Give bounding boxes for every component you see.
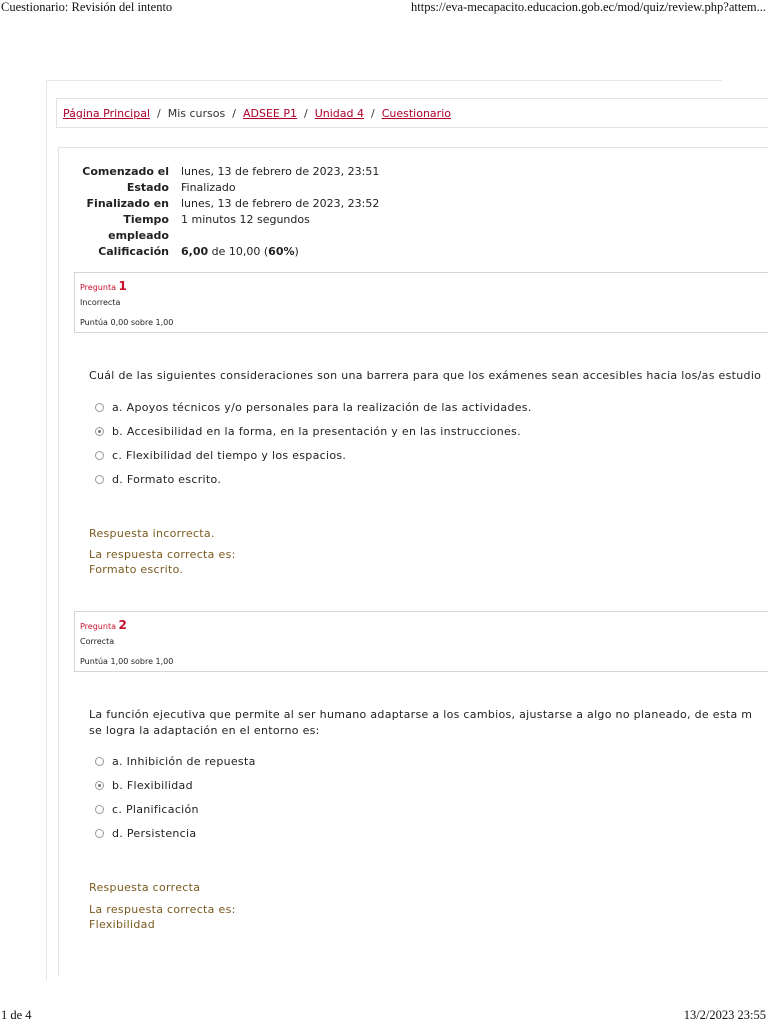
- breadcrumb-home-link[interactable]: Página Principal: [63, 107, 151, 120]
- state-label: Estado: [126, 181, 169, 194]
- radio-button[interactable]: [95, 757, 104, 766]
- question-2-answer-a[interactable]: a. Inhibición de repuesta: [95, 755, 256, 768]
- grade-value: 6,00 de 10,00 (60%): [181, 245, 299, 258]
- question-2-text: La función ejecutiva que permite al ser humano adaptarse a los cambios, ajustarse a algo no planeado, de esta m se logra la adaptación en el entorno es:: [89, 708, 753, 737]
- question-2-feedback: Respuesta correcta: [89, 881, 201, 894]
- breadcrumb-unit-link[interactable]: Unidad 4: [314, 107, 364, 120]
- question-1-info: [74, 272, 768, 333]
- time-taken-label: Tiempo empleado: [108, 213, 169, 242]
- question-number: Pregunta 1: [80, 279, 127, 293]
- question-1-answer-c[interactable]: c. Flexibilidad del tiempo y los espacios.: [95, 449, 346, 462]
- breadcrumb-separator: /: [232, 107, 236, 120]
- breadcrumb-separator: /: [303, 107, 308, 120]
- grade-label: Calificación: [98, 245, 169, 258]
- radio-button[interactable]: [95, 475, 104, 484]
- print-page-title: Cuestionario: Revisión del intento: [1, 0, 173, 14]
- started-value: lunes, 13 de febrero de 2023, 23:51: [181, 165, 380, 178]
- radio-button-selected[interactable]: [95, 427, 104, 436]
- print-page-number: 1 de 4: [1, 1008, 32, 1022]
- question-1-answer-a[interactable]: a. Apoyos técnicos y/o personales para la realización de las actividades.: [95, 401, 532, 414]
- question-grade: Puntúa 1,00 sobre 1,00: [80, 657, 174, 666]
- print-datetime: 13/2/2023 23:55: [683, 1008, 766, 1022]
- question-2-answer-d[interactable]: d. Persistencia: [95, 827, 196, 840]
- question-2-correct-answer: La respuesta correcta es: Flexibilidad: [89, 903, 236, 931]
- question-1-feedback: Respuesta incorrecta.: [89, 527, 215, 540]
- breadcrumb-separator: /: [157, 107, 161, 120]
- question-2-answer-b[interactable]: b. Flexibilidad: [95, 779, 193, 792]
- print-header: [0, 0, 768, 18]
- breadcrumb-my-courses: Mis cursos: [167, 107, 226, 120]
- breadcrumb-separator: /: [370, 107, 375, 120]
- breadcrumb-course-link[interactable]: ADSEE P1: [242, 107, 297, 120]
- question-grade: Puntúa 0,00 sobre 1,00: [80, 318, 174, 327]
- radio-button[interactable]: [95, 451, 104, 460]
- question-1-correct-answer: La respuesta correcta es: Formato escrito.: [89, 548, 236, 576]
- question-state: Correcta: [80, 637, 115, 646]
- started-label: Comenzado el: [82, 165, 169, 178]
- question-1-answer-b[interactable]: b. Accesibilidad en la forma, en la presentación y en las instrucciones.: [95, 425, 521, 438]
- question-1-text: Cuál de las siguientes consideraciones son una barrera para que los exámenes sean accesibles hacia los/as estudio: [89, 369, 762, 382]
- question-2-info: [74, 611, 768, 672]
- state-value: Finalizado: [181, 181, 236, 194]
- question-2-answer-c[interactable]: c. Planificación: [95, 803, 199, 816]
- attempt-summary: [60, 164, 379, 260]
- finished-value: lunes, 13 de febrero de 2023, 23:52: [181, 197, 380, 210]
- radio-button[interactable]: [95, 829, 104, 838]
- print-footer: [0, 1008, 768, 1026]
- question-number: Pregunta 2: [80, 618, 127, 632]
- question-state: Incorrecta: [80, 298, 121, 307]
- finished-label: Finalizado en: [86, 197, 169, 210]
- breadcrumb-quiz-link[interactable]: Cuestionario: [381, 107, 451, 120]
- radio-button[interactable]: [95, 403, 104, 412]
- radio-button-selected[interactable]: [95, 781, 104, 790]
- question-1-answer-d[interactable]: d. Formato escrito.: [95, 473, 221, 486]
- time-taken-value: 1 minutos 12 segundos: [181, 213, 310, 226]
- radio-button[interactable]: [95, 805, 104, 814]
- print-page-url: https://eva-mecapacito.educacion.gob.ec/mod/quiz/review.php?attem...: [411, 0, 766, 14]
- breadcrumb: [56, 98, 768, 128]
